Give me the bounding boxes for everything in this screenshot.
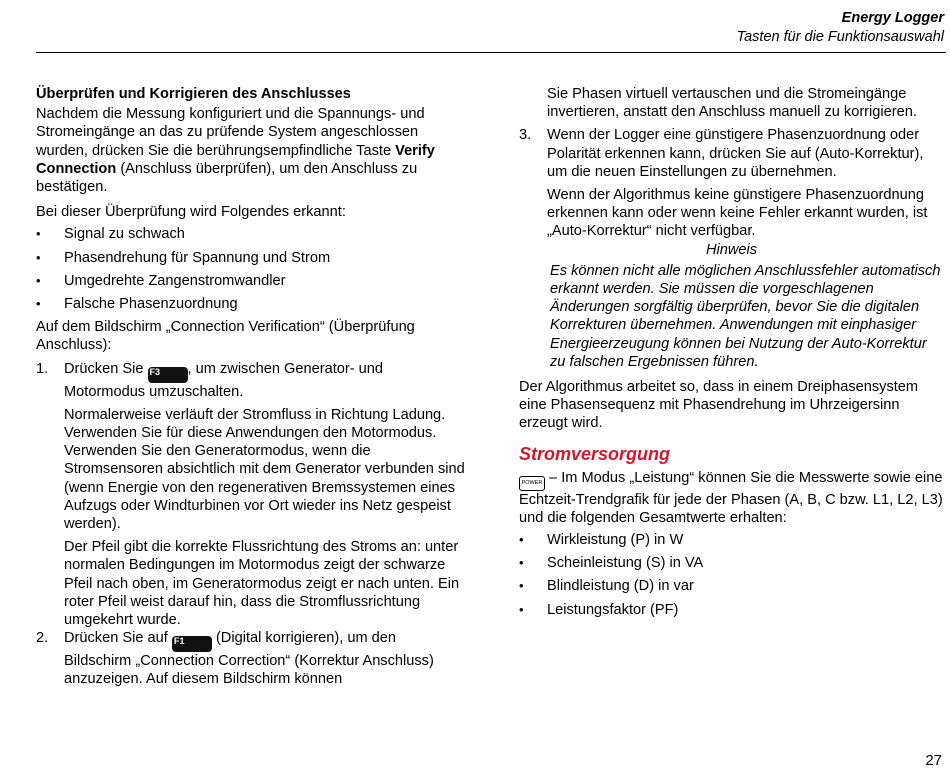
list-item: • Scheinleistung (S) in VA — [519, 554, 944, 572]
step-2 — [36, 629, 466, 688]
list-item: • Phasendrehung für Spannung und Strom — [36, 249, 466, 267]
f3-key-icon: F3 — [148, 367, 188, 383]
step-2-number: 2. — [36, 630, 49, 647]
header-section: Tasten für die Funktionsauswahl — [736, 29, 944, 45]
note-text: Es können nicht alle möglichen Anschlussfehler automatisch erkannt werden. Sie müssen die vorgeschlagenen Änderungen sorgfältig überprüfen, bevor Sie die digitalen Korrekturen übernehmen. Anwendungen mit einphasiger Energieerzeugung können bei Nutzung der Auto-Korrektur zu falschen Ergebnissen führen. — [550, 262, 941, 370]
list-item: • Wirkleistung (P) in W — [519, 531, 944, 549]
note-title: Hinweis — [705, 241, 758, 258]
step-1 — [36, 360, 466, 401]
list-item: • Leistungsfaktor (PF) — [519, 601, 944, 619]
power-key-icon: POWER — [519, 476, 545, 491]
list-item: • Blindleistung (D) in var — [519, 577, 944, 595]
algorithm-paragraph: Der Algorithmus arbeitet so, dass in einem Dreiphasensystem eine Phasensequenz mit Phasendrehung im Uhrzeigersinn erzeugt wird. — [519, 379, 919, 432]
list-item: • Umgedrehte Zangenstromwandler — [36, 272, 466, 290]
detects-paragraph: Bei dieser Überprüfung wird Folgendes erkannt: — [36, 204, 346, 221]
step-2-after: (Digital korrigieren), um den Bildschirm „Connection Correction“ (Korrektur Anschluss) anzuzeigen. Auf diesem Bildschirm können — [64, 630, 434, 688]
right-column — [519, 85, 944, 624]
step-3 — [519, 126, 944, 181]
step-1-after: , um zwischen Generator- und Motormodus umzuschalten. — [64, 360, 384, 400]
intro-before: Nachdem die Messung konfiguriert und die Spannungs- und Stromeingänge an das zu prüfende System angeschlossen wurden, drücken Sie die berührungsempfindliche Taste — [36, 106, 425, 159]
f1-key-icon: F1 — [172, 636, 212, 652]
list-item: • Signal zu schwach — [36, 225, 466, 243]
step-1-before: Drücken Sie — [64, 360, 148, 377]
list-item: • Falsche Phasenzuordnung — [36, 295, 466, 313]
step-3-number: 3. — [519, 127, 532, 144]
step-1-paragraph-3: Der Pfeil gibt die korrekte Flussrichtung des Stroms an: unter normalen Bedingungen im Motormodus zeigt der schwarze Pfeil nach oben, im Generatormodus zeigt er nach unten. Ein roter Pfeil weist darauf hin, dass die Stromflussrichtung umgekehrt wurde. — [64, 539, 460, 629]
intro-bold: Verify Connection — [36, 142, 435, 177]
intro-paragraph — [36, 105, 466, 196]
power-text: – Im Modus „Leistung“ können Sie die Messwerte sowie eine Echtzeit-Trendgrafik für jede der Phasen (A, B, C bzw. L1, L2, L3) und die folgenden Gesamtwerte erhalten: — [519, 469, 943, 526]
page-number: 27 — [925, 752, 942, 769]
step-2-continuation: Sie Phasen virtuell vertauschen und die Stromeingänge invertieren, anstatt den Anschluss manuell zu korrigieren. — [547, 86, 917, 121]
step-2-before: Drücken Sie auf — [64, 630, 172, 647]
power-section-title: Stromversorgung — [519, 443, 671, 464]
intro-after: (Anschluss überprüfen), um den Anschluss zu bestätigen. — [36, 160, 418, 196]
power-paragraph — [519, 469, 944, 527]
step-3-paragraph-2: Wenn der Algorithmus keine günstigere Phasenzuordnung erkennen kann oder wenn keine Fehler erkannt wurden, ist „Auto-Korrektur“ nicht verfügbar. — [547, 187, 928, 240]
screen-intro: Auf dem Bildschirm „Connection Verification“ (Überprüfung Anschluss): — [36, 319, 415, 354]
header-product: Energy Logger — [841, 10, 944, 26]
section-heading: Überprüfen und Korrigieren des Anschlusses — [36, 86, 351, 102]
step-1-number: 1. — [36, 360, 49, 377]
step-3-text: Wenn der Logger eine günstigere Phasenzuordnung oder Polarität erkennen kann, drücken Sie auf (Auto-Korrektur), um die neuen Einstellungen zu übernehmen. — [547, 127, 924, 180]
step-1-paragraph-2: Normalerweise verläuft der Stromfluss in Richtung Ladung. Verwenden Sie für diese Anwendungen den Motormodus. Verwenden Sie den Generatormodus, wenn die Stromsensoren absichtlich mit dem Generator verbunden sind (wenn Energie von den regenerativen Bremssystemen eines Aufzugs oder Windturbinen vor Ort wieder ins Netz gespeist werden). — [64, 406, 465, 533]
left-column — [36, 85, 466, 689]
header-rule — [36, 52, 946, 53]
page-header — [737, 9, 944, 47]
